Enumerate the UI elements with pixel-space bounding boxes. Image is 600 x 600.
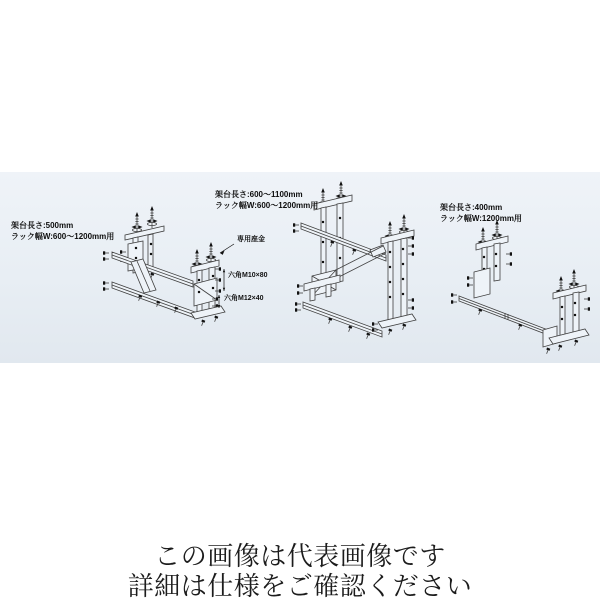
- diagram-frame-400-art: [451, 220, 590, 354]
- spec-label-frame-500-line2: ラック幅W:600〜1200mm用: [11, 232, 115, 241]
- spec-label-frame-600-1100-line1: 架台長さ:600〜1100mm: [215, 190, 303, 199]
- diagram-band: [0, 172, 600, 363]
- callout-bolt-m12: 六角M12×40: [224, 295, 264, 302]
- spec-label-frame-400-line1: 架台長さ:400mm: [440, 203, 503, 212]
- spec-label-frame-400: [440, 202, 522, 224]
- callout-bolt-m10: 六角M10×80: [228, 272, 268, 279]
- spec-label-frame-600-1100-line2: ラック幅W:600〜1200mm用: [215, 201, 319, 210]
- notice-line-1: この画像は代表画像です: [154, 541, 446, 571]
- spec-label-frame-600-1100: [215, 189, 318, 211]
- representative-image-notice: [0, 541, 600, 600]
- notice-line-2: 詳細は仕様をご確認ください: [127, 571, 473, 600]
- spec-label-frame-500-line1: 架台長さ:500mm: [11, 221, 74, 230]
- spec-label-frame-400-line2: ラック幅W:1200mm用: [440, 214, 522, 223]
- spec-label-frame-500: [11, 220, 114, 242]
- diagram-frame-500-art: [103, 206, 234, 326]
- callout-washer: 専用座金: [237, 236, 265, 243]
